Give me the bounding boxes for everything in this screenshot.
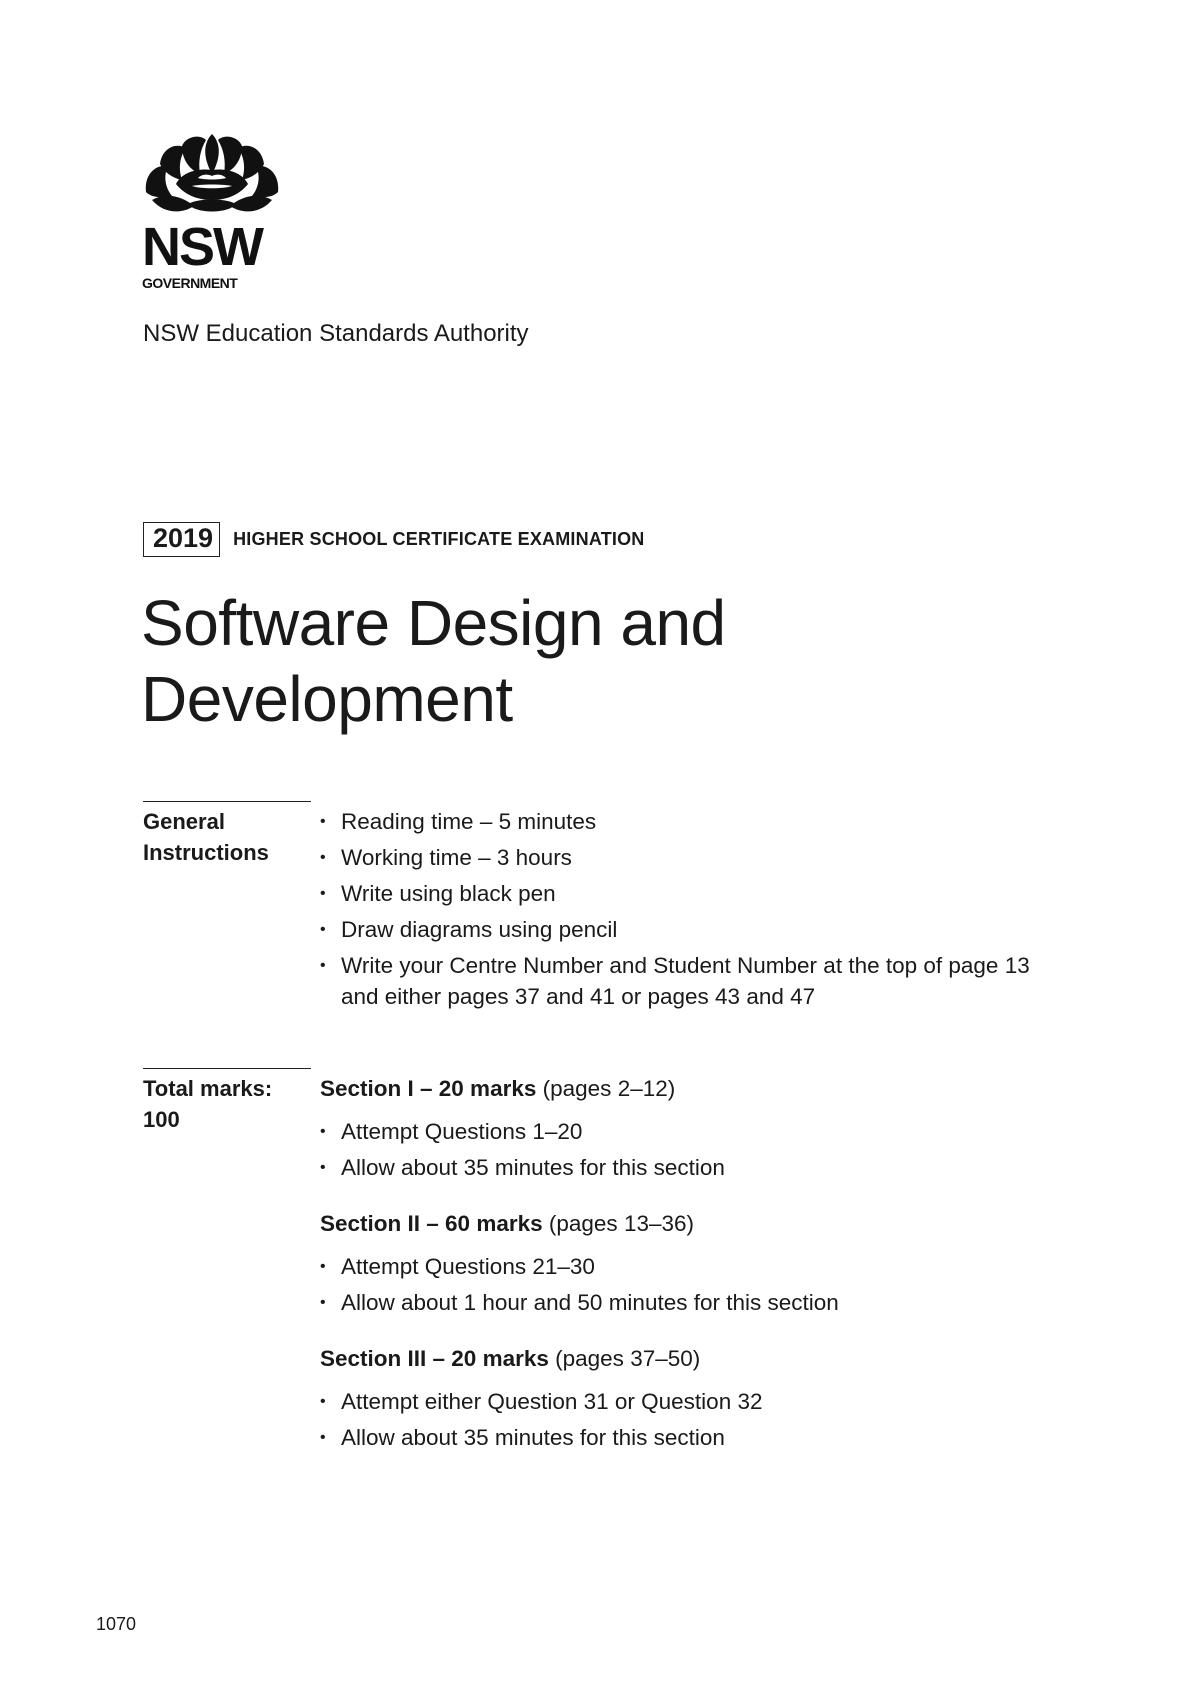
section-1-list	[320, 1116, 725, 1188]
section-title: Section III – 20 marks	[320, 1346, 549, 1371]
exam-year-badge: 2019	[143, 522, 220, 557]
section-title: Section I – 20 marks	[320, 1076, 537, 1101]
section-2-list	[320, 1251, 839, 1323]
list-item: • Allow about 35 minutes for this section	[320, 1422, 763, 1453]
list-item: • Reading time – 5 minutes	[320, 806, 1040, 837]
exam-label: HIGHER SCHOOL CERTIFICATE EXAMINATION	[233, 528, 645, 549]
divider-rule	[143, 801, 311, 802]
section-pages: (pages 37–50)	[555, 1346, 701, 1371]
section-2-heading	[320, 1208, 694, 1239]
issuing-authority: NSW Education Standards Authority	[143, 320, 529, 347]
section-3-list	[320, 1386, 763, 1458]
list-item: • Attempt Questions 1–20	[320, 1116, 725, 1147]
section-pages: (pages 2–12)	[542, 1076, 676, 1101]
label-line: Total marks:	[143, 1076, 273, 1101]
government-wordmark: GOVERNMENT	[142, 275, 238, 291]
list-item: • Allow about 35 minutes for this section	[320, 1152, 725, 1183]
label-line: General	[143, 809, 225, 834]
nsw-government-logo	[142, 134, 282, 290]
divider-rule	[143, 1068, 311, 1069]
list-item: • Attempt Questions 21–30	[320, 1251, 839, 1282]
document-title	[141, 585, 726, 737]
general-instructions-list	[320, 806, 1040, 1017]
exam-header	[143, 522, 645, 557]
waratah-icon	[142, 134, 282, 216]
list-item: • Write your Centre Number and Student Number at the top of page 13 and either pages 37 and 41 or pages 43 and 47	[320, 950, 1031, 1012]
page-code: 1070	[96, 1614, 137, 1634]
general-instructions-label	[143, 806, 269, 868]
title-line-1: Software Design and	[141, 587, 726, 659]
list-item: • Working time – 3 hours	[320, 842, 1040, 873]
list-item: • Draw diagrams using pencil	[320, 914, 1040, 945]
total-marks-value: 100	[143, 1107, 180, 1132]
section-3-heading	[320, 1343, 700, 1374]
section-title: Section II – 60 marks	[320, 1211, 543, 1236]
list-item: • Allow about 1 hour and 50 minutes for this section	[320, 1287, 839, 1318]
section-pages: (pages 13–36)	[548, 1211, 694, 1236]
nsw-wordmark: NSW	[142, 217, 262, 277]
list-item: • Write using black pen	[320, 878, 1040, 909]
section-1-heading	[320, 1073, 675, 1104]
label-line: Instructions	[143, 840, 269, 865]
title-line-2: Development	[141, 663, 513, 735]
total-marks-label	[143, 1073, 272, 1135]
list-item: • Attempt either Question 31 or Question 32	[320, 1386, 763, 1417]
